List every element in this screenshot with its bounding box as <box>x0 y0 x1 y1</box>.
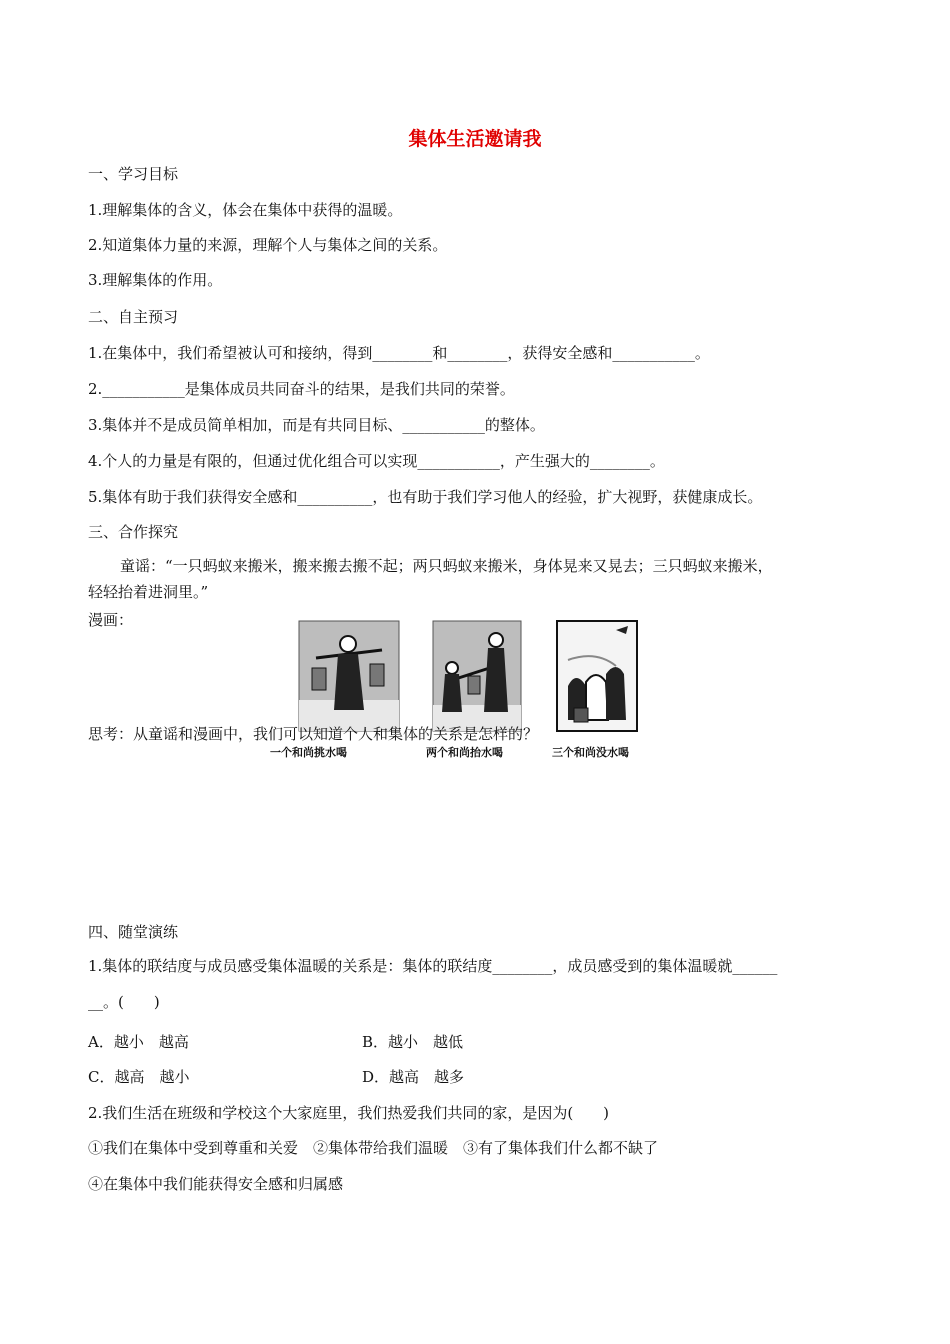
comic-caption: 两个和尚抬水喝 <box>426 746 503 759</box>
section-heading-explore: 三、合作探究 <box>88 523 179 541</box>
comic-panel-one-monk <box>298 620 400 732</box>
section-heading-goals: 一、学习目标 <box>88 165 179 183</box>
preview-item: 4.个人的力量是有限的，但通过优化组合可以实现___________，产生强大的________。 <box>88 452 665 470</box>
preview-item: 2.___________是集体成员共同奋斗的结果，是我们共同的荣誉。 <box>88 380 515 398</box>
nursery-rhyme: 童谣：“一只蚂蚁来搬米，搬来搬去搬不起；两只蚂蚁来搬米，身体晃来又晃去；三只蚂蚁来搬米， <box>120 557 773 575</box>
question-2-choices-continued: ④在集体中我们能获得安全感和归属感 <box>88 1175 344 1193</box>
comic-panel-three-monks <box>556 620 638 732</box>
goal-item: 2.知道集体力量的来源，理解个人与集体之间的关系。 <box>88 236 448 254</box>
question-2: 2.我们生活在班级和学校这个大家庭里，我们热爱我们共同的家，是因为( ) <box>88 1104 610 1122</box>
preview-item: 5.集体有助于我们获得安全感和__________，也有助于我们学习他人的经验，扩大视野，获健康成长。 <box>88 488 763 506</box>
think-question: 思考：从童谣和漫画中，我们可以知道个人和集体的关系是怎样的？ <box>88 725 539 743</box>
comic-caption: 三个和尚没水喝 <box>552 746 629 759</box>
goal-item: 1.理解集体的含义，体会在集体中获得的温暖。 <box>88 201 403 219</box>
comic-label: 漫画： <box>88 611 134 629</box>
question-2-choices: ①我们在集体中受到尊重和关爱 ②集体带给我们温暖 ③有了集体我们什么都不缺了 <box>88 1139 659 1157</box>
option-b: B．越小 越低 <box>362 1033 464 1051</box>
section-heading-preview: 二、自主预习 <box>88 308 179 326</box>
option-d: D．越高 越多 <box>362 1068 465 1086</box>
option-c: C．越高 越小 <box>88 1068 190 1086</box>
comic-caption: 一个和尚挑水喝 <box>270 746 347 759</box>
preview-item: 3.集体并不是成员简单相加，而是有共同目标、___________的整体。 <box>88 416 545 434</box>
preview-item: 1.在集体中，我们希望被认可和接纳，得到________和________，获得安全感和___________。 <box>88 344 710 362</box>
section-heading-practice: 四、随堂演练 <box>88 923 179 941</box>
question-1: 1.集体的联结度与成员感受集体温暖的关系是：集体的联结度________，成员感受到的集体温暖就______ <box>88 957 778 975</box>
page-title: 集体生活邀请我 <box>408 128 542 150</box>
nursery-rhyme-continued: 轻轻抬着进洞里。” <box>88 583 209 601</box>
goal-item: 3.理解集体的作用。 <box>88 271 223 289</box>
option-a: A．越小 越高 <box>88 1033 189 1051</box>
comic-panel-two-monks <box>432 620 522 732</box>
question-1-continued: __。( ) <box>88 993 160 1011</box>
